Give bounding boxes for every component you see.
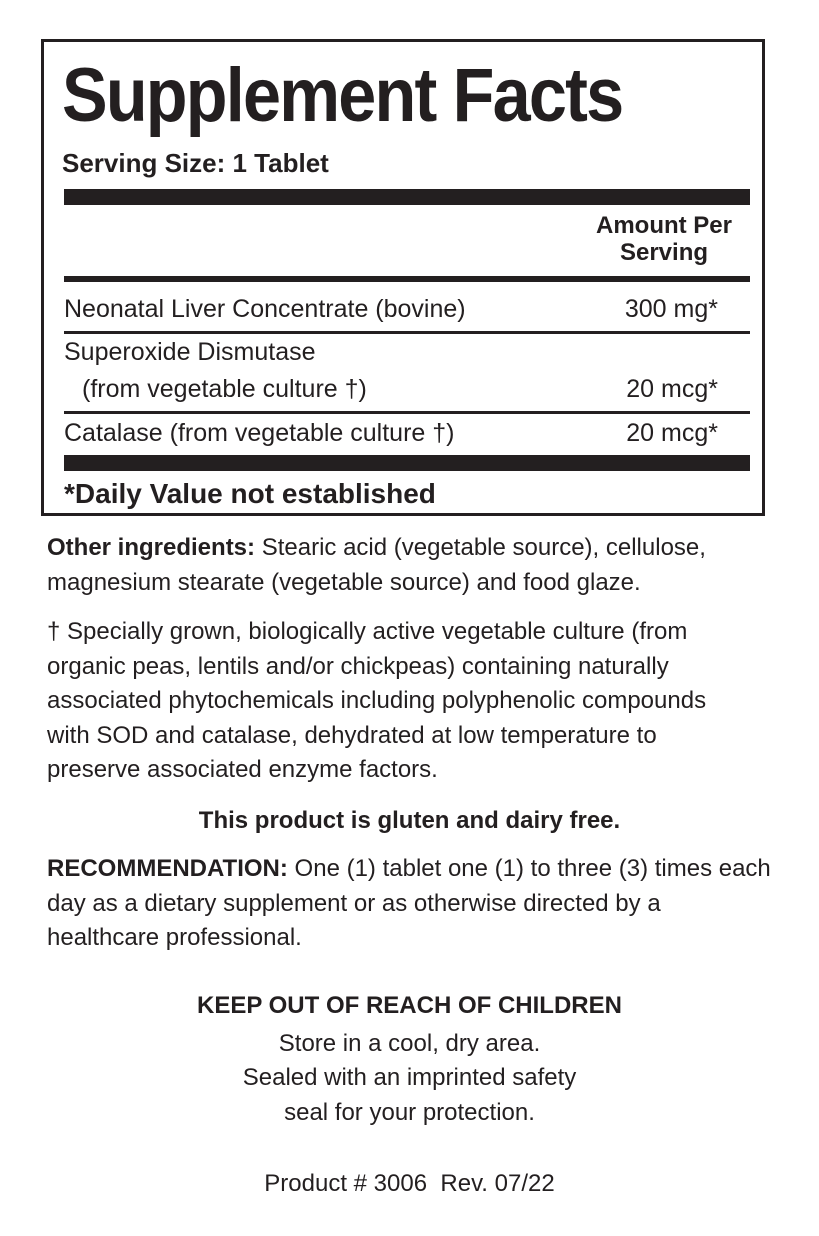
recommendation-line1 xyxy=(47,852,787,887)
culture-line-5: preserve associated enzyme factors. xyxy=(47,756,438,783)
recommendation-text-3: healthcare professional. xyxy=(47,924,302,951)
daily-value-note: *Daily Value not established xyxy=(64,478,436,509)
storage-line-3: seal for your protection. xyxy=(284,1099,535,1126)
thick-divider-top xyxy=(64,189,750,205)
other-ingredients-label: Other ingredients: xyxy=(47,534,256,561)
other-ingredients-line1 xyxy=(47,531,787,566)
ingredient-name-2: Superoxide Dismutase xyxy=(64,338,316,366)
culture-footnote xyxy=(47,615,787,788)
culture-line-4: with SOD and catalase, dehydrated at low temperature to xyxy=(47,721,657,749)
amount-header-line1: Amount Per xyxy=(595,212,732,239)
culture-line-3: associated phytochemicals including polyphenolic compounds xyxy=(47,687,707,714)
other-ingredients-text-2: magnesium stearate (vegetable source) and food glaze. xyxy=(47,568,641,596)
ingredient-name-2-line2: (from vegetable culture †) xyxy=(82,375,367,403)
recommendation-text-2: day as a dietary supplement or as otherwise directed by a xyxy=(47,889,661,917)
keep-out-of-reach-heading: KEEP OUT OF REACH OF CHILDREN xyxy=(197,992,622,1019)
other-ingredients xyxy=(47,531,787,600)
serving-size: Serving Size: 1 Tablet xyxy=(62,148,329,178)
culture-line-1: † Specially grown, biologically active vegetable culture (from xyxy=(47,618,688,645)
gluten-dairy-statement: This product is gluten and dairy free. xyxy=(198,807,621,834)
amount-header-line2: Serving xyxy=(619,239,709,266)
ingredient-amount-3: 20 mcg* xyxy=(626,419,718,447)
header-divider xyxy=(64,276,750,282)
storage-line-2: Sealed with an imprinted safety xyxy=(242,1064,577,1091)
panel-title: Supplement Facts xyxy=(62,53,623,138)
ingredient-amount-2: 20 mcg* xyxy=(626,375,718,403)
thick-divider-bottom xyxy=(64,455,750,471)
storage-line-1: Store in a cool, dry area. xyxy=(278,1030,541,1057)
culture-line-2: organic peas, lentils and/or chickpeas) containing naturally xyxy=(47,652,669,680)
ingredient-amount-1: 300 mg* xyxy=(624,295,718,323)
product-number-revision: Product # 3006 Rev. 07/22 xyxy=(264,1170,555,1197)
recommendation-label: RECOMMENDATION: xyxy=(47,855,288,882)
recommendation-text-1: One (1) tablet one (1) to three (3) times each xyxy=(294,855,771,882)
row-divider-2 xyxy=(64,411,750,414)
ingredient-name-1: Neonatal Liver Concentrate (bovine) xyxy=(64,295,466,323)
supplement-facts-panel xyxy=(41,39,765,516)
other-ingredients-text-1: Stearic acid (vegetable source), cellulose, xyxy=(261,534,706,561)
row-divider-1 xyxy=(64,331,750,334)
amount-per-serving-header xyxy=(574,212,754,266)
recommendation xyxy=(47,852,787,956)
ingredient-name-3: Catalase (from vegetable culture †) xyxy=(64,419,455,447)
